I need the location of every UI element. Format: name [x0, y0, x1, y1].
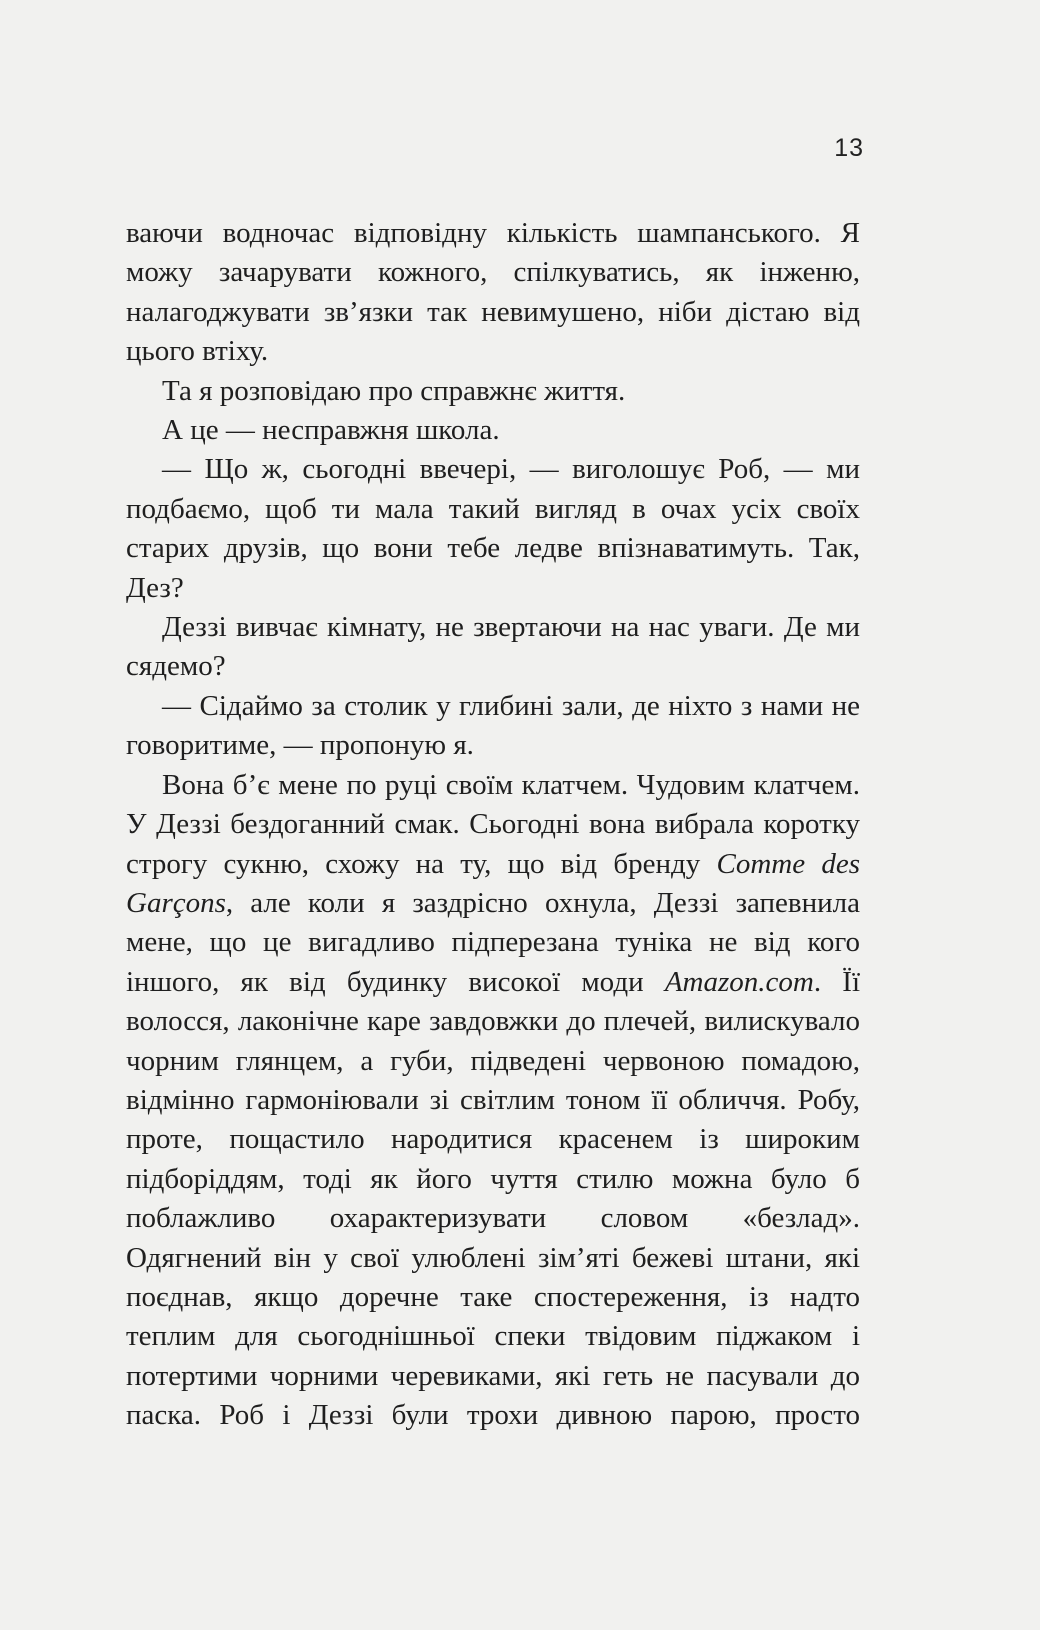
- body-text: [126, 214, 860, 1436]
- paragraph-2: Та я розповідаю про справжнє життя.: [162, 374, 626, 407]
- paragraph-1: ваючи водночас відповідну кількість шампанського. Я можу зачарувати кожного, спілкуватись, як інженю, налагоджувати зв’язки так невимушено, ніби дістаю від цього втіху.: [126, 217, 860, 368]
- brand-name-italic: Comme des Garçons: [126, 847, 860, 919]
- paragraph-6: — Сідаймо за столик у глибині зали, де ніхто з нами не говоритиме, — пропоную я.: [126, 689, 860, 762]
- store-name-italic: Amazon.com: [664, 965, 814, 998]
- paragraph-3: А це — несправжня школа.: [162, 414, 500, 447]
- paragraph-4: — Що ж, сьогодні ввечері, — виголошує Роб, — ми подбаємо, щоб ти мала такий вигляд в очах усіх своїх старих друзів, що вони тебе ледве впізнаватимуть. Так, Дез?: [126, 453, 860, 604]
- page-number: 13: [834, 134, 864, 162]
- paragraph-7: [126, 766, 860, 1436]
- paragraph-7-text-3: . Її волосся, лаконічне каре завдовжки до плечей, вилискувало чорним глянцем, а губи, підведені червоною помадою, відмінно гармоніювали зі світлим тоном її обличчя. Робу, проте, пощастило народитися красенем із широким підборіддям, тоді як його чуття стилю можна було б поблажливо охарактеризувати словом «безлад». Одягнений він у свої улюблені зім’яті бежеві штани, які поєднав, якщо доречне таке спостереження, із надто теплим для сьогоднішньої спеки твідовим піджаком і потертими чорними черевиками, які геть не пасували до паска. Роб і Деззі були трохи дивною парою, просто: [126, 965, 861, 1432]
- paragraph-7-text-2: , але коли я заздрісно охнула, Деззі запевнила мене, що це вигадливо підперезана туніка не від кого іншого, як від будинку високої моди: [126, 886, 860, 998]
- paragraph-7-text-1: Вона б’є мене по руці своїм клатчем. Чудовим клатчем. У Деззі бездоганний смак. Сьогодні вона вибрала коротку строгу сукню, схожу на ту, що від бренду: [126, 768, 860, 880]
- paragraph-5: Деззі вивчає кімнату, не звертаючи на нас уваги. Де ми сядемо?: [126, 611, 860, 683]
